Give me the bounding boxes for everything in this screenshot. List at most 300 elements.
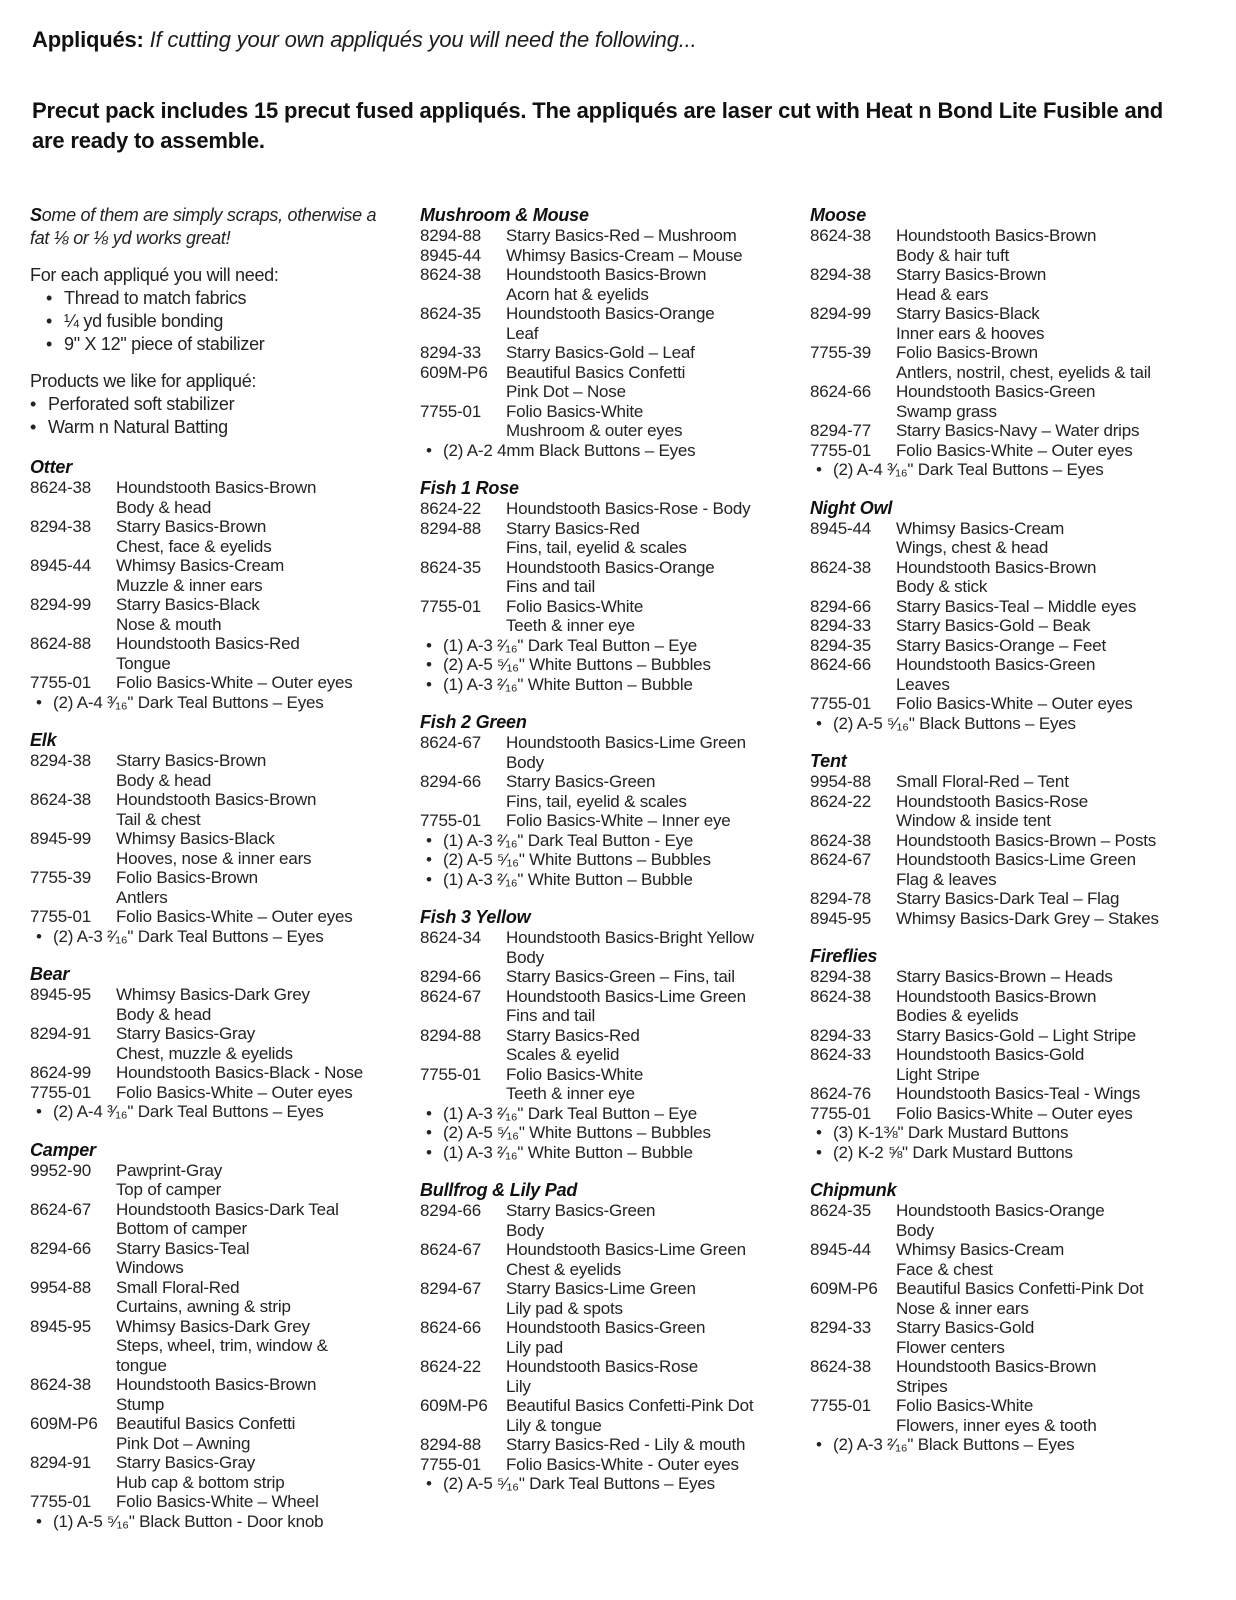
fabric-code: 8294-99 bbox=[810, 304, 871, 323]
fabric-row bbox=[30, 1278, 390, 1317]
fabric-desc-line: Beautiful Basics Confetti-Pink Dot bbox=[506, 1396, 754, 1415]
fabric-code: 8624-38 bbox=[810, 226, 871, 245]
fabric-row bbox=[810, 616, 1206, 636]
fabric-row bbox=[420, 733, 780, 772]
button-note bbox=[420, 870, 780, 890]
fabric-code: 609M-P6 bbox=[420, 362, 488, 382]
bullet-icon: • bbox=[46, 288, 53, 308]
button-note bbox=[810, 1123, 1206, 1143]
fabric-desc-line: Starry Basics-Brown bbox=[116, 517, 267, 536]
fabric-row bbox=[420, 363, 780, 402]
fabric-code: 8624-67 bbox=[810, 850, 871, 869]
fabric-desc-line: Pawprint-Gray bbox=[116, 1160, 223, 1180]
fabric-desc-line: Starry Basics-Dark Teal – Flag bbox=[896, 889, 1120, 908]
fabric-desc-line: Tongue bbox=[116, 653, 171, 673]
fabric-desc bbox=[506, 343, 780, 363]
intro-list-item-label: ¼ yd fusible bonding bbox=[64, 311, 224, 331]
fabric-desc-line: Folio Basics-White – Wheel bbox=[116, 1492, 319, 1511]
fabric-desc-line: Folio Basics-White bbox=[896, 1396, 1034, 1415]
fabric-code: 8624-38 bbox=[810, 830, 871, 850]
fabric-desc-line: Face & chest bbox=[896, 1259, 993, 1279]
fabric-desc-line: Starry Basics-Red - Lily & mouth bbox=[506, 1435, 746, 1454]
fabric-desc-line: Starry Basics-Gray bbox=[116, 1453, 256, 1472]
bullet-icon: • bbox=[46, 311, 53, 331]
intro-block bbox=[30, 204, 390, 439]
fabric-desc bbox=[506, 1455, 780, 1475]
button-note-label: (1) A-3 ²⁄₁₆" White Button – Bubble bbox=[443, 674, 693, 694]
fabric-row bbox=[30, 673, 390, 693]
fabric-code: 8294-38 bbox=[30, 751, 91, 770]
fabric-code: 8294-78 bbox=[810, 889, 871, 908]
fabric-row bbox=[420, 772, 780, 811]
fabric-desc bbox=[506, 246, 780, 266]
fabric-row bbox=[420, 1396, 780, 1435]
fabric-desc bbox=[116, 751, 390, 790]
fabric-desc-line: Starry Basics-Brown bbox=[896, 265, 1047, 284]
button-note bbox=[30, 1512, 390, 1532]
fabric-desc-line: Houndstooth Basics-Brown bbox=[116, 790, 317, 809]
fabric-row bbox=[30, 1453, 390, 1492]
fabric-desc-line: Leaves bbox=[896, 674, 950, 694]
column-3 bbox=[810, 204, 1206, 1455]
columns-container bbox=[30, 204, 1206, 1531]
fabric-desc-line: Acorn hat & eyelids bbox=[506, 284, 649, 304]
fabric-desc-line: Houndstooth Basics-Black - Nose bbox=[116, 1063, 364, 1082]
fabric-row bbox=[810, 1201, 1206, 1240]
section-elk bbox=[30, 729, 390, 946]
fabric-desc-line: Fins, tail, eyelid & scales bbox=[506, 538, 687, 557]
fabric-row bbox=[420, 1455, 780, 1475]
fabric-code: 8624-38 bbox=[810, 1357, 871, 1376]
fabric-desc bbox=[116, 1375, 390, 1414]
fabric-code: 8294-77 bbox=[810, 421, 871, 440]
fabric-desc-line: Beautiful Basics Confetti bbox=[116, 1414, 296, 1433]
fabric-code: 8294-91 bbox=[30, 1024, 91, 1043]
fabric-desc-line: Lily pad & spots bbox=[506, 1298, 623, 1318]
fabric-code: 8945-44 bbox=[810, 518, 871, 538]
fabric-row bbox=[420, 928, 780, 967]
fabric-row bbox=[810, 1045, 1206, 1084]
bullet-icon: • bbox=[426, 440, 432, 460]
fabric-desc bbox=[896, 831, 1206, 851]
fabric-desc-line: Starry Basics-Gold – Beak bbox=[896, 616, 1091, 635]
bullet-icon: • bbox=[36, 926, 42, 946]
fabric-desc bbox=[116, 517, 390, 556]
section-title: Tent bbox=[810, 751, 847, 771]
fabric-code: 8624-38 bbox=[30, 1375, 91, 1394]
fabric-desc-line: Body & head bbox=[116, 770, 212, 790]
fabric-desc-line: Folio Basics-White – Outer eyes bbox=[896, 694, 1133, 713]
fabric-desc bbox=[896, 1201, 1206, 1240]
section-fireflies bbox=[810, 945, 1206, 1162]
section-title: Otter bbox=[30, 457, 73, 477]
fabric-code: 8624-76 bbox=[810, 1084, 871, 1103]
fabric-desc-line: Body bbox=[896, 1220, 934, 1240]
intro-list-item bbox=[46, 287, 390, 310]
fabric-row bbox=[810, 558, 1206, 597]
bullet-icon: • bbox=[426, 1123, 432, 1142]
fabric-desc-line: Starry Basics-Brown – Heads bbox=[896, 967, 1113, 986]
fabric-desc-line: Flowers, inner eyes & tooth bbox=[896, 1415, 1097, 1435]
fabric-desc-line: Houndstooth Basics-Lime Green bbox=[896, 850, 1136, 869]
button-note-label: (1) A-3 ²⁄₁₆" Dark Teal Button - Eye bbox=[443, 830, 694, 850]
intro-note bbox=[30, 204, 390, 250]
fabric-code: 8945-44 bbox=[30, 556, 91, 575]
fabric-desc-line: Houndstooth Basics-Orange bbox=[506, 557, 715, 577]
fabric-desc-line: Folio Basics-Brown bbox=[896, 343, 1038, 362]
fabric-desc bbox=[896, 597, 1206, 617]
fabric-code: 8294-38 bbox=[810, 265, 871, 284]
fabric-row bbox=[30, 829, 390, 868]
fabric-desc-line: Fins and tail bbox=[506, 577, 596, 596]
fabric-desc bbox=[896, 1357, 1206, 1396]
bullet-icon: • bbox=[30, 417, 37, 437]
fabric-desc-line: Starry Basics-Gold bbox=[896, 1318, 1035, 1337]
fabric-row bbox=[810, 850, 1206, 889]
fabric-code: 8294-88 bbox=[420, 518, 481, 538]
fabric-desc-line: Folio Basics-White - Outer eyes bbox=[506, 1454, 739, 1474]
fabric-desc-line: Starry Basics-Teal bbox=[116, 1238, 250, 1258]
fabric-desc-line: Bodies & eyelids bbox=[896, 1006, 1019, 1025]
fabric-row bbox=[420, 1279, 780, 1318]
products-list bbox=[30, 393, 390, 439]
intro-list-item-label: Warm n Natural Batting bbox=[48, 417, 228, 437]
fabric-desc bbox=[116, 1492, 390, 1512]
fabric-code: 8624-22 bbox=[810, 791, 871, 811]
fabric-desc bbox=[506, 304, 780, 343]
fabric-desc-line: Hooves, nose & inner ears bbox=[116, 848, 312, 868]
button-note bbox=[30, 693, 390, 713]
intro-list-item bbox=[30, 416, 390, 439]
fabric-code: 8294-38 bbox=[810, 967, 871, 986]
intro-note-lead: S bbox=[30, 205, 42, 225]
fabric-desc-line: Folio Basics-White bbox=[506, 1064, 644, 1084]
fabric-code: 8624-33 bbox=[810, 1045, 871, 1064]
fabric-row bbox=[810, 421, 1206, 441]
fabric-desc bbox=[896, 909, 1206, 929]
fabric-desc-line: Houndstooth Basics-Lime Green bbox=[506, 986, 746, 1006]
section-night-owl bbox=[810, 497, 1206, 734]
fabric-desc-line: Whimsy Basics-Cream bbox=[896, 518, 1065, 538]
fabric-desc-line: Leaf bbox=[506, 323, 539, 343]
fabric-desc-line: Folio Basics-White – Outer eyes bbox=[116, 907, 353, 926]
fabric-desc bbox=[116, 673, 390, 693]
intro-list-item bbox=[30, 393, 390, 416]
fabric-desc-line: Starry Basics-Red bbox=[506, 1025, 640, 1045]
section-mushroom-mouse bbox=[420, 204, 780, 460]
fabric-desc-line: Antlers, nostril, chest, eyelids & tail bbox=[896, 362, 1151, 382]
fabric-code: 7755-01 bbox=[420, 1454, 481, 1474]
fabric-desc-line: Nose & inner ears bbox=[896, 1298, 1029, 1318]
fabric-desc bbox=[896, 655, 1206, 694]
fabric-desc bbox=[896, 421, 1206, 441]
button-note bbox=[420, 1104, 780, 1124]
fabric-code: 7755-01 bbox=[810, 440, 871, 460]
button-note-label: (2) A-3 ²⁄₁₆" Black Buttons – Eyes bbox=[833, 1435, 1075, 1454]
fabric-row bbox=[420, 1318, 780, 1357]
fabric-code: 7755-01 bbox=[810, 1103, 871, 1123]
fabric-desc-line: Houndstooth Basics-Orange bbox=[506, 304, 715, 323]
fabric-row bbox=[30, 595, 390, 634]
fabric-row bbox=[30, 1024, 390, 1063]
fabric-desc bbox=[116, 1278, 390, 1317]
fabric-desc bbox=[506, 967, 780, 987]
fabric-desc bbox=[506, 1240, 780, 1279]
fabric-code: 8945-44 bbox=[810, 1240, 871, 1259]
fabric-desc-line: Starry Basics-Green bbox=[506, 772, 656, 791]
fabric-desc-line: Starry Basics-Brown bbox=[116, 751, 267, 770]
fabric-row bbox=[810, 597, 1206, 617]
sections-host-1 bbox=[30, 456, 390, 1531]
fabric-code: 7755-01 bbox=[420, 1064, 481, 1084]
section-chipmunk bbox=[810, 1179, 1206, 1455]
section-title: Mushroom & Mouse bbox=[420, 205, 589, 225]
fabric-desc bbox=[506, 772, 780, 811]
products-heading: Products we like for appliqué: bbox=[30, 371, 257, 391]
fabric-desc-line: Folio Basics-White – Inner eye bbox=[506, 811, 731, 830]
fabric-desc bbox=[116, 1024, 390, 1063]
fabric-code: 7755-01 bbox=[810, 1396, 871, 1415]
fabric-code: 8624-35 bbox=[810, 1201, 871, 1220]
fabric-desc-line: Houndstooth Basics-Brown bbox=[896, 1357, 1097, 1376]
fabric-desc bbox=[116, 985, 390, 1024]
fabric-row bbox=[420, 1240, 780, 1279]
fabric-desc bbox=[506, 811, 780, 831]
fabric-desc-line: Whimsy Basics-Dark Grey bbox=[116, 1316, 310, 1336]
fabric-code: 609M-P6 bbox=[420, 1396, 488, 1415]
fabric-code: 8624-38 bbox=[810, 986, 871, 1006]
section-fish-3-yellow bbox=[420, 906, 780, 1162]
button-note bbox=[420, 1474, 780, 1494]
fabric-desc bbox=[506, 928, 780, 967]
fabric-code: 8294-66 bbox=[420, 967, 481, 986]
fabric-code: 7755-39 bbox=[30, 868, 91, 887]
fabric-desc bbox=[896, 265, 1206, 304]
section-fish-2-green bbox=[420, 711, 780, 889]
fabric-code: 8945-95 bbox=[810, 908, 871, 928]
need-heading: For each appliqué you will need: bbox=[30, 265, 279, 285]
fabric-code: 8294-66 bbox=[420, 1201, 481, 1220]
bullet-icon: • bbox=[36, 1511, 42, 1531]
fabric-desc-line: Houndstooth Basics-Green bbox=[896, 382, 1096, 401]
fabric-row bbox=[30, 1375, 390, 1414]
button-note bbox=[420, 441, 780, 461]
fabric-desc-line: Folio Basics-White bbox=[506, 596, 644, 616]
fabric-desc bbox=[896, 226, 1206, 265]
fabric-code: 8294-66 bbox=[810, 596, 871, 616]
section-title: Chipmunk bbox=[810, 1180, 897, 1200]
fabric-desc bbox=[896, 850, 1206, 889]
fabric-desc-line: Starry Basics-Black bbox=[116, 595, 260, 614]
page-title bbox=[32, 26, 1206, 54]
button-note-label: (3) K-1⅜" Dark Mustard Buttons bbox=[833, 1123, 1069, 1142]
fabric-desc bbox=[116, 790, 390, 829]
fabric-desc-line: Starry Basics-Gray bbox=[116, 1024, 256, 1043]
fabric-desc-line: Houndstooth Basics-Brown bbox=[506, 265, 707, 284]
fabric-desc-line: Starry Basics-Green – Fins, tail bbox=[506, 967, 735, 986]
fabric-row bbox=[30, 634, 390, 673]
fabric-desc bbox=[896, 441, 1206, 461]
button-note bbox=[810, 1143, 1206, 1163]
fabric-desc-line: Houndstooth Basics-Red bbox=[116, 634, 300, 653]
fabric-row bbox=[30, 985, 390, 1024]
fabric-desc bbox=[896, 772, 1206, 792]
fabric-row bbox=[420, 402, 780, 441]
fabric-desc-line: Houndstooth Basics-Teal - Wings bbox=[896, 1084, 1141, 1103]
fabric-desc bbox=[506, 1435, 780, 1455]
button-note bbox=[420, 1143, 780, 1163]
fabric-row bbox=[810, 441, 1206, 461]
button-note-label: (1) A-3 ²⁄₁₆" White Button – Bubble bbox=[443, 1142, 693, 1162]
fabric-code: 8294-33 bbox=[810, 1025, 871, 1045]
column-2 bbox=[420, 204, 780, 1494]
fabric-code: 8945-95 bbox=[30, 985, 91, 1004]
fabric-desc-line: Starry Basics-Teal – Middle eyes bbox=[896, 596, 1137, 616]
fabric-row bbox=[420, 343, 780, 363]
fabric-code: 8624-35 bbox=[420, 557, 481, 577]
fabric-desc-line: Lily pad bbox=[506, 1337, 563, 1357]
section-title: Fish 1 Rose bbox=[420, 478, 519, 498]
fabric-row bbox=[810, 1084, 1206, 1104]
fabric-row bbox=[810, 967, 1206, 987]
section-otter bbox=[30, 456, 390, 712]
fabric-desc-line: Body & stick bbox=[896, 577, 988, 596]
fabric-desc-line: Swamp grass bbox=[896, 401, 997, 421]
button-note-label: (1) A-3 ²⁄₁₆" White Button – Bubble bbox=[443, 869, 693, 889]
fabric-desc bbox=[506, 733, 780, 772]
fabric-row bbox=[420, 519, 780, 558]
fabric-desc bbox=[896, 792, 1206, 831]
section-bullfrog-lily-pad bbox=[420, 1179, 780, 1494]
fabric-desc bbox=[116, 634, 390, 673]
fabric-code: 8624-38 bbox=[30, 478, 91, 497]
fabric-row bbox=[420, 1435, 780, 1455]
sections-host-2 bbox=[420, 204, 780, 1494]
fabric-code: 8294-33 bbox=[810, 616, 871, 635]
intro-note-text: ome of them are simply scraps, otherwise a fat ⅛ or ⅛ yd works great! bbox=[30, 205, 377, 248]
precut-paragraph: Precut pack includes 15 precut fused appliqués. The appliqués are laser cut with Heat n Bond Lite Fusible and are ready to assemble. bbox=[32, 98, 1164, 153]
fabric-row bbox=[810, 1104, 1206, 1124]
fabric-desc-line: Houndstooth Basics-Brown bbox=[116, 1375, 317, 1394]
fabric-row bbox=[420, 304, 780, 343]
fabric-row bbox=[30, 1239, 390, 1278]
fabric-desc bbox=[896, 987, 1206, 1026]
intro-list-item bbox=[46, 333, 390, 356]
fabric-desc bbox=[896, 382, 1206, 421]
fabric-desc-line: Chest & eyelids bbox=[506, 1259, 622, 1279]
bullet-icon: • bbox=[816, 713, 822, 733]
fabric-code: 9952-90 bbox=[30, 1160, 91, 1180]
section-bear bbox=[30, 963, 390, 1122]
fabric-row bbox=[810, 831, 1206, 851]
bullet-icon: • bbox=[426, 1103, 432, 1123]
fabric-desc bbox=[506, 1357, 780, 1396]
fabric-desc bbox=[506, 1279, 780, 1318]
fabric-desc bbox=[506, 1065, 780, 1104]
fabric-row bbox=[810, 519, 1206, 558]
fabric-row bbox=[30, 1063, 390, 1083]
fabric-desc-line: Tail & chest bbox=[116, 809, 201, 829]
fabric-desc bbox=[896, 304, 1206, 343]
fabric-desc bbox=[896, 967, 1206, 987]
button-note-label: (2) A-5 ⁵⁄₁₆" White Buttons – Bubbles bbox=[443, 1123, 711, 1142]
fabric-desc-line: Houndstooth Basics-Orange bbox=[896, 1201, 1105, 1220]
fabric-desc-line: Starry Basics-Black bbox=[896, 304, 1040, 323]
fabric-desc-line: Stripes bbox=[896, 1376, 948, 1396]
bullet-icon: • bbox=[426, 850, 432, 869]
bullet-icon: • bbox=[36, 692, 42, 712]
fabric-row bbox=[30, 790, 390, 829]
fabric-desc-line: Top of camper bbox=[116, 1180, 222, 1199]
fabric-desc bbox=[896, 1279, 1206, 1318]
fabric-desc-line: Starry Basics-Orange – Feet bbox=[896, 635, 1107, 655]
intro-list-item bbox=[46, 310, 390, 333]
fabric-row bbox=[30, 1083, 390, 1103]
button-note-label: (2) A-4 ³⁄₁₆" Dark Teal Buttons – Eyes bbox=[833, 460, 1104, 479]
column-1 bbox=[30, 204, 390, 1531]
fabric-desc bbox=[896, 1240, 1206, 1279]
fabric-desc bbox=[506, 1318, 780, 1357]
button-note-label: (2) A-4 ³⁄₁₆" Dark Teal Buttons – Eyes bbox=[53, 1102, 324, 1121]
section-title: Bullfrog & Lily Pad bbox=[420, 1180, 578, 1200]
fabric-desc-line: Teeth & inner eye bbox=[506, 1084, 635, 1103]
fabric-desc-line: Folio Basics-White – Outer eyes bbox=[116, 1082, 353, 1102]
fabric-desc-line: Houndstooth Basics-Brown bbox=[116, 478, 317, 497]
fabric-desc-line: Pink Dot – Nose bbox=[506, 382, 626, 401]
fabric-row bbox=[810, 636, 1206, 656]
fabric-code: 8624-66 bbox=[810, 382, 871, 401]
fabric-desc bbox=[116, 829, 390, 868]
fabric-desc bbox=[116, 1317, 390, 1376]
button-note-label: (2) A-3 ²⁄₁₆" Dark Teal Buttons – Eyes bbox=[53, 926, 324, 946]
fabric-code: 7755-01 bbox=[420, 811, 481, 830]
fabric-code: 8624-38 bbox=[30, 790, 91, 809]
fabric-row bbox=[810, 1318, 1206, 1357]
fabric-row bbox=[420, 1201, 780, 1240]
fabric-row bbox=[30, 1200, 390, 1239]
fabric-row bbox=[810, 1240, 1206, 1279]
fabric-row bbox=[810, 1279, 1206, 1318]
bullet-icon: • bbox=[426, 635, 432, 655]
button-note-label: (2) A-5 ⁵⁄₁₆" White Buttons – Bubbles bbox=[443, 850, 711, 869]
fabric-desc-line: Starry Basics-Red bbox=[506, 518, 640, 538]
bullet-icon: • bbox=[426, 869, 432, 889]
fabric-code: 8294-38 bbox=[30, 517, 91, 536]
fabric-desc-line: Light Stripe bbox=[896, 1064, 980, 1084]
fabric-desc-line: Whimsy Basics-Dark Grey – Stakes bbox=[896, 908, 1159, 928]
fabric-row bbox=[420, 811, 780, 831]
fabric-desc bbox=[896, 1084, 1206, 1104]
fabric-desc bbox=[506, 265, 780, 304]
fabric-desc bbox=[896, 1104, 1206, 1124]
fabric-code: 7755-01 bbox=[420, 596, 481, 616]
fabric-desc-line: Body & head bbox=[116, 497, 212, 517]
fabric-desc-line: Flag & leaves bbox=[896, 869, 997, 889]
fabric-desc bbox=[116, 1239, 390, 1278]
fabric-desc bbox=[896, 519, 1206, 558]
fabric-desc bbox=[116, 595, 390, 634]
fabric-code: 9954-88 bbox=[30, 1277, 91, 1297]
bullet-icon: • bbox=[426, 674, 432, 694]
fabric-code: 8624-34 bbox=[420, 928, 481, 947]
bullet-icon: • bbox=[46, 334, 53, 354]
title-bold-label: Appliqués: bbox=[32, 27, 144, 52]
fabric-desc-line: Nose & mouth bbox=[116, 614, 222, 634]
button-note-label: (1) A-3 ²⁄₁₆" Dark Teal Button – Eye bbox=[443, 635, 697, 655]
fabric-code: 8624-38 bbox=[420, 265, 481, 284]
fabric-row bbox=[810, 1396, 1206, 1435]
fabric-desc bbox=[116, 556, 390, 595]
